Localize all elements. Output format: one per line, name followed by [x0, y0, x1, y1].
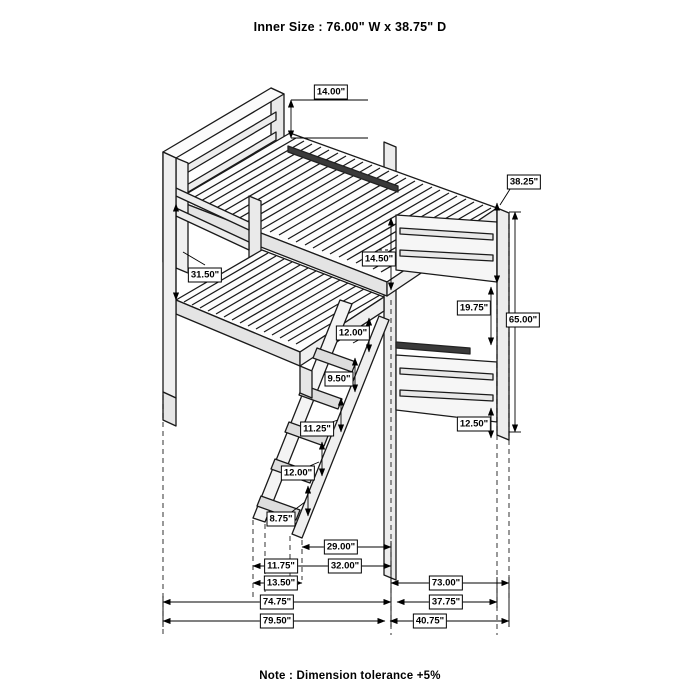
dimension-label: 12.00" [281, 466, 315, 481]
dimension-label: 74.75" [260, 595, 294, 610]
dimension-label: 32.00" [328, 559, 362, 574]
dimension-label: 19.75" [457, 301, 491, 316]
dimension-label: 14.00" [314, 85, 348, 100]
front-left-post [163, 152, 176, 398]
dimension-label: 40.75" [413, 614, 447, 629]
page-title: Inner Size : 76.00" W x 38.75" D [253, 20, 447, 34]
dimension-label: 13.50" [264, 576, 298, 591]
dimension-label: 31.50" [188, 268, 222, 283]
dimension-label: 11.25" [300, 422, 334, 437]
dimension-label: 73.00" [429, 576, 463, 591]
dimension-label: 38.25" [507, 175, 541, 190]
dimension-label: 12.00" [336, 326, 370, 341]
dimension-label: 14.50" [362, 252, 396, 267]
tolerance-note: Note : Dimension tolerance +5% [259, 670, 441, 682]
dimension-label: 37.75" [429, 595, 463, 610]
dimension-label: 8.75" [267, 512, 296, 527]
dimension-label: 12.50" [457, 417, 491, 432]
dimension-label: 11.75" [264, 559, 298, 574]
dimension-label: 29.00" [324, 540, 358, 555]
dimension-label: 9.50" [325, 372, 354, 387]
dimension-label: 65.00" [506, 313, 540, 328]
dimension-label: 79.50" [260, 614, 294, 629]
legs [163, 366, 312, 426]
right-footboard-panels [396, 208, 509, 440]
